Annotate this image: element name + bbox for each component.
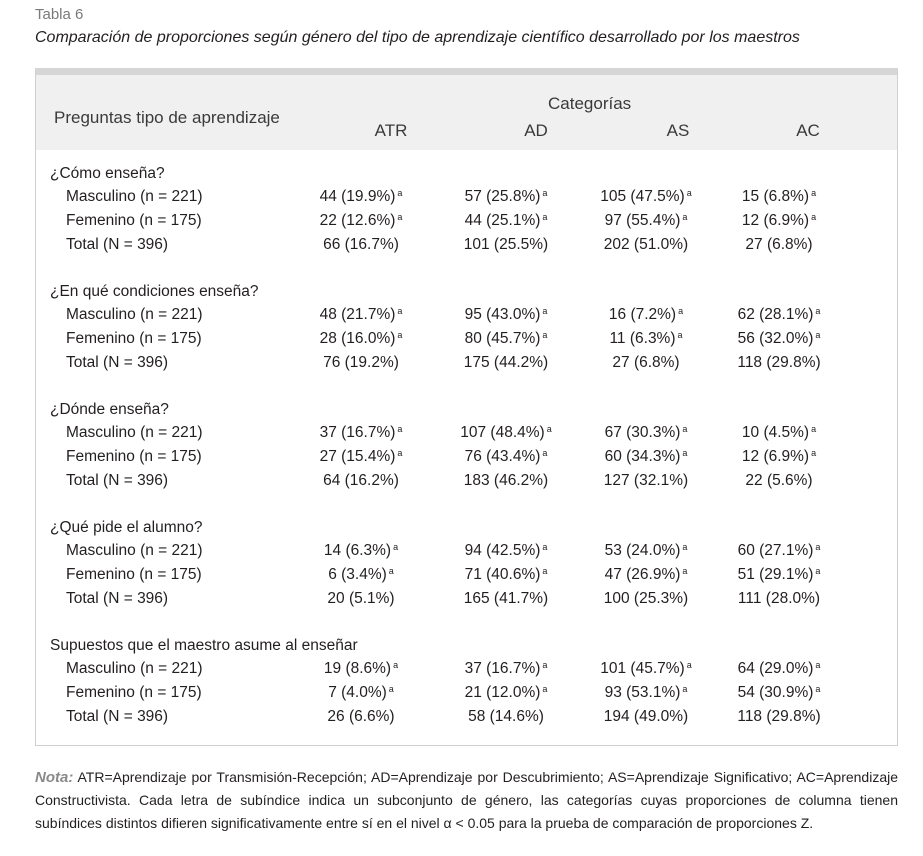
section-title: ¿Cómo enseña?: [50, 165, 165, 182]
table-cell: [441, 472, 571, 490]
section-title: Supuestos que el maestro asume al enseñar: [50, 637, 358, 654]
cell-value: 194 (49.0%): [603, 708, 689, 725]
cell-value: 76 (43.4%): [464, 448, 541, 465]
cell-subscript: a: [815, 330, 821, 340]
cell-value: 27 (15.4%): [319, 448, 396, 465]
cell-value: 53 (24.0%): [604, 542, 681, 559]
table-cell: [441, 188, 571, 206]
cell-value: 15 (6.8%): [741, 188, 810, 205]
table-cell: [581, 472, 711, 490]
cell-subscript: a: [397, 330, 403, 340]
table-cell: [441, 590, 571, 608]
table-cell: [441, 566, 571, 584]
table-cell: [714, 590, 844, 608]
cell-subscript: a: [397, 424, 403, 434]
table-cell: [581, 330, 711, 348]
cell-value: 27 (6.8%): [612, 354, 680, 371]
cell-value: 27 (6.8%): [745, 236, 813, 253]
cell-value: 6 (3.4%): [328, 566, 387, 583]
cell-value: 22 (12.6%): [319, 212, 396, 229]
cell-subscript: a: [682, 566, 688, 576]
table-cell: [441, 212, 571, 230]
cell-value: 66 (16.7%): [323, 236, 399, 253]
table-cell: [441, 236, 571, 254]
cell-value: 64 (29.0%): [737, 660, 814, 677]
table-cell: [714, 330, 844, 348]
table-cell: [296, 566, 426, 584]
cell-value: 12 (6.9%): [741, 212, 810, 229]
header-preguntas: Preguntas tipo de aprendizaje: [54, 108, 280, 127]
table-cell: [581, 354, 711, 372]
cell-value: 22 (5.6%): [745, 472, 813, 489]
table-cell: [581, 188, 711, 206]
table-cell: [441, 684, 571, 702]
table-cell: [714, 212, 844, 230]
cell-value: 37 (16.7%): [464, 660, 541, 677]
table-cell: [441, 660, 571, 678]
row-label: Total (N = 396): [66, 354, 169, 371]
table-cell: [441, 542, 571, 560]
cell-subscript: a: [686, 660, 692, 670]
cell-value: 60 (27.1%): [737, 542, 814, 559]
table-cell: [714, 472, 844, 490]
cell-value: 11 (6.3%): [609, 330, 676, 347]
cell-subscript: a: [542, 188, 548, 198]
cell-subscript: a: [811, 448, 817, 458]
cell-subscript: a: [678, 306, 684, 316]
cell-value: 202 (51.0%): [603, 236, 689, 253]
row-label: Total (N = 396): [66, 590, 169, 607]
table-cell: [296, 424, 426, 442]
cell-value: 60 (34.3%): [604, 448, 681, 465]
cell-value: 118 (29.8%): [737, 708, 821, 725]
cell-subscript: a: [815, 542, 821, 552]
cell-subscript: a: [811, 424, 817, 434]
cell-value: 44 (19.9%): [319, 188, 396, 205]
cell-value: 54 (30.9%): [737, 684, 814, 701]
cell-subscript: a: [542, 330, 548, 340]
row-label: Masculino (n = 221): [66, 660, 203, 677]
cell-subscript: a: [682, 448, 688, 458]
table-cell: [714, 448, 844, 466]
cell-subscript: a: [682, 212, 688, 222]
cell-subscript: a: [811, 188, 817, 198]
cell-subscript: a: [815, 684, 821, 694]
row-label: Femenino (n = 175): [66, 566, 202, 583]
table-cell: [714, 684, 844, 702]
row-label: Masculino (n = 221): [66, 542, 203, 559]
data-table: [35, 68, 898, 746]
cell-subscript: a: [815, 306, 821, 316]
row-label: Total (N = 396): [66, 472, 169, 489]
cell-value: 105 (47.5%): [600, 188, 685, 205]
row-label: Masculino (n = 221): [66, 188, 203, 205]
cell-value: 28 (16.0%): [319, 330, 396, 347]
table-cell: [296, 542, 426, 560]
cell-subscript: a: [388, 566, 394, 576]
cell-subscript: a: [677, 330, 683, 340]
cell-subscript: a: [546, 424, 552, 434]
note-text: ATR=Aprendizaje por Transmisión-Recepción; AD=Aprendizaje por Descubrimiento; AS=Aprendizaje Significativo; AC=Aprendizaje Constructivista. Cada letra de subíndice indica un subconjunto de género, las categorías cuyas proporciones de columna tienen subíndices distintos difieren significativamente entre sí en el nivel α < 0.05 para la prueba de comparación de proporciones Z.: [35, 769, 899, 831]
cell-value: 56 (32.0%): [737, 330, 814, 347]
cell-subscript: a: [682, 424, 688, 434]
table-cell: [296, 306, 426, 324]
cell-value: 80 (45.7%): [464, 330, 541, 347]
header-col-as: AS: [666, 121, 690, 140]
row-label: Femenino (n = 175): [66, 684, 202, 701]
cell-subscript: a: [682, 542, 688, 552]
cell-value: 165 (41.7%): [463, 590, 549, 607]
table-cell: [296, 708, 426, 726]
header-col-ac: AC: [796, 121, 820, 140]
table-cell: [441, 708, 571, 726]
cell-subscript: a: [393, 542, 399, 552]
cell-value: 12 (6.9%): [741, 448, 810, 465]
cell-subscript: a: [397, 188, 403, 198]
cell-value: 95 (43.0%): [464, 306, 541, 323]
cell-value: 62 (28.1%): [737, 306, 814, 323]
table-cell: [296, 590, 426, 608]
table-cell: [296, 448, 426, 466]
cell-value: 44 (25.1%): [464, 212, 541, 229]
cell-value: 21 (12.0%): [464, 684, 541, 701]
table-cell: [714, 542, 844, 560]
cell-subscript: a: [388, 684, 394, 694]
section-title: ¿Qué pide el alumno?: [50, 519, 203, 536]
cell-value: 57 (25.8%): [464, 188, 541, 205]
cell-value: 48 (21.7%): [319, 306, 396, 323]
cell-subscript: a: [397, 212, 403, 222]
cell-value: 76 (19.2%): [323, 354, 399, 371]
table-cell: [296, 684, 426, 702]
cell-subscript: a: [542, 660, 548, 670]
cell-subscript: a: [811, 212, 817, 222]
cell-subscript: a: [542, 566, 548, 576]
cell-value: 7 (4.0%): [328, 684, 387, 701]
cell-value: 97 (55.4%): [604, 212, 681, 229]
cell-subscript: a: [682, 684, 688, 694]
table-cell: [581, 306, 711, 324]
cell-value: 20 (5.1%): [327, 590, 395, 607]
cell-subscript: a: [815, 566, 821, 576]
row-label: Femenino (n = 175): [66, 330, 202, 347]
table-cell: [296, 330, 426, 348]
table-note: [35, 766, 898, 835]
header-categorias: Categorías: [548, 94, 632, 113]
cell-value: 19 (8.6%): [323, 660, 392, 677]
table-cell: [296, 188, 426, 206]
cell-value: 37 (16.7%): [319, 424, 396, 441]
cell-value: 14 (6.3%): [323, 542, 392, 559]
header-col-ad: AD: [524, 121, 548, 140]
cell-subscript: a: [393, 660, 399, 670]
section-title: ¿En qué condiciones enseña?: [50, 283, 259, 300]
table-cell: [714, 566, 844, 584]
cell-value: 58 (14.6%): [468, 708, 544, 725]
table-caption: Comparación de proporciones según género del tipo de aprendizaje científico desarrollado por los maestros: [35, 29, 800, 46]
row-label: Total (N = 396): [66, 708, 169, 725]
table-cell: [581, 212, 711, 230]
cell-subscript: a: [542, 448, 548, 458]
cell-value: 16 (7.2%): [608, 306, 677, 323]
row-label: Masculino (n = 221): [66, 306, 203, 323]
table-cell: [581, 448, 711, 466]
cell-value: 183 (46.2%): [463, 472, 549, 489]
cell-value: 101 (25.5%): [463, 236, 549, 253]
cell-subscript: a: [397, 306, 403, 316]
cell-subscript: a: [542, 684, 548, 694]
table-cell: [581, 590, 711, 608]
table-cell: [714, 424, 844, 442]
table-cell: [296, 212, 426, 230]
cell-value: 47 (26.9%): [604, 566, 681, 583]
cell-value: 127 (32.1%): [603, 472, 689, 489]
note-label: Nota:: [35, 769, 74, 786]
table-cell: [296, 354, 426, 372]
table-cell: [714, 660, 844, 678]
table-cell: [581, 708, 711, 726]
cell-value: 118 (29.8%): [737, 354, 821, 371]
section-title: ¿Dónde enseña?: [50, 401, 169, 418]
row-label: Total (N = 396): [66, 236, 169, 253]
cell-value: 101 (45.7%): [600, 660, 685, 677]
table-cell: [441, 306, 571, 324]
table-cell: [581, 424, 711, 442]
cell-value: 94 (42.5%): [464, 542, 541, 559]
header-col-atr: ATR: [374, 121, 408, 140]
table-cell: [441, 330, 571, 348]
table-cell: [296, 472, 426, 490]
table-cell: [581, 684, 711, 702]
cell-value: 26 (6.6%): [327, 708, 395, 725]
table-cell: [581, 236, 711, 254]
table-cell: [714, 306, 844, 324]
table-cell: [441, 424, 571, 442]
table-cell: [714, 708, 844, 726]
table-label: Tabla 6: [35, 6, 84, 23]
cell-value: 111 (28.0%): [737, 590, 821, 607]
table-cell: [296, 236, 426, 254]
table-cell: [581, 542, 711, 560]
cell-value: 100 (25.3%): [603, 590, 689, 607]
cell-value: 10 (4.5%): [741, 424, 810, 441]
row-label: Femenino (n = 175): [66, 448, 202, 465]
table-cell: [581, 660, 711, 678]
cell-value: 64 (16.2%): [323, 472, 399, 489]
table-cell: [714, 236, 844, 254]
table-cell: [296, 660, 426, 678]
cell-value: 67 (30.3%): [604, 424, 681, 441]
cell-value: 51 (29.1%): [737, 566, 814, 583]
cell-subscript: a: [542, 212, 548, 222]
cell-value: 71 (40.6%): [464, 566, 541, 583]
table-cell: [714, 354, 844, 372]
cell-value: 107 (48.4%): [460, 424, 545, 441]
table-cell: [581, 566, 711, 584]
cell-value: 93 (53.1%): [604, 684, 681, 701]
cell-subscript: a: [542, 306, 548, 316]
row-label: Femenino (n = 175): [66, 212, 202, 229]
cell-value: 175 (44.2%): [463, 354, 549, 371]
row-label: Masculino (n = 221): [66, 424, 203, 441]
cell-subscript: a: [397, 448, 403, 458]
table-cell: [441, 354, 571, 372]
table-cell: [441, 448, 571, 466]
cell-subscript: a: [542, 542, 548, 552]
table-cell: [714, 188, 844, 206]
cell-subscript: a: [815, 660, 821, 670]
cell-subscript: a: [686, 188, 692, 198]
